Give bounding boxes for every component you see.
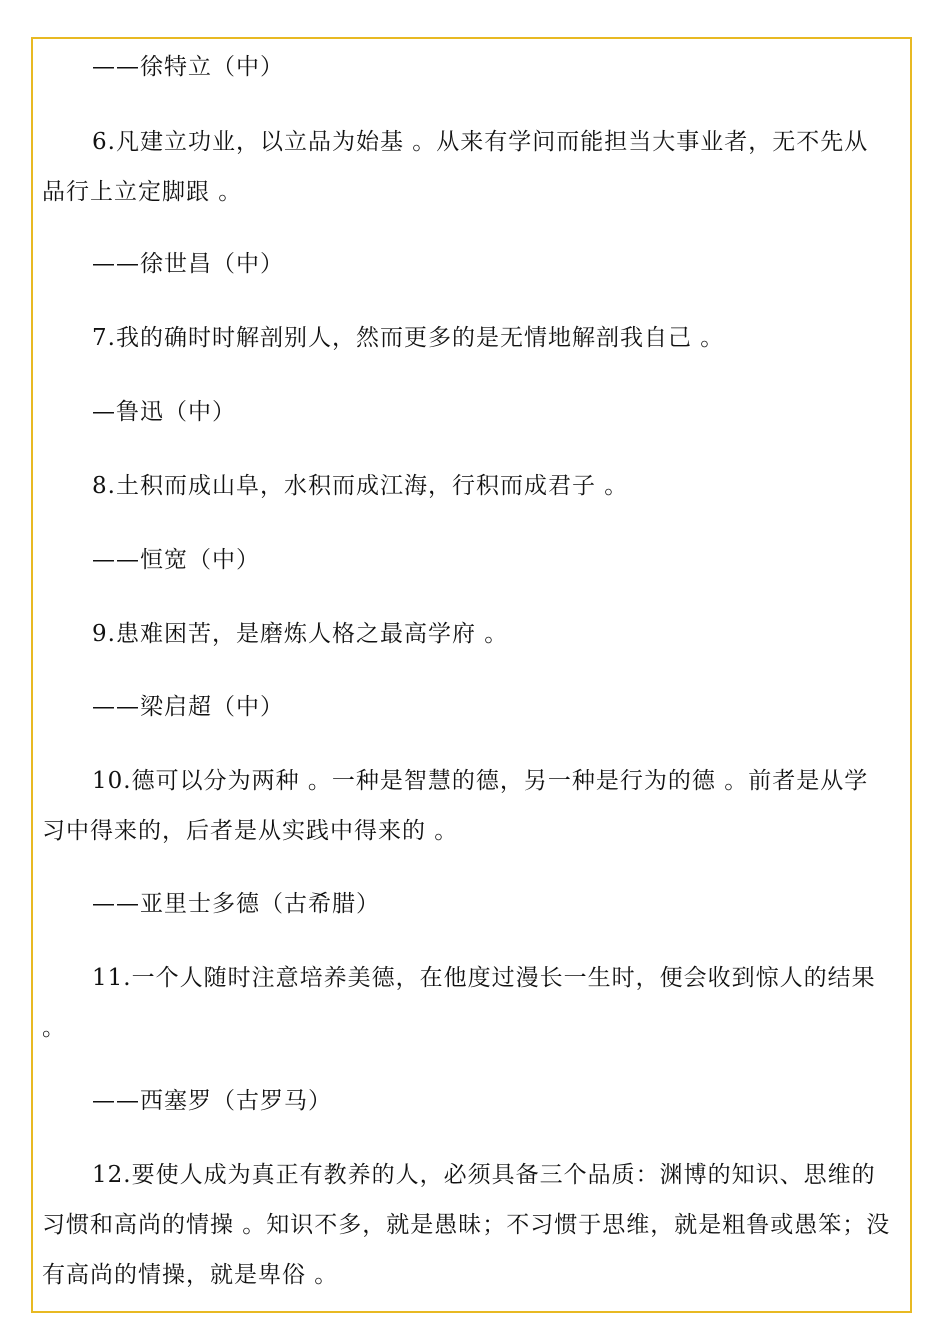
quote-7-line-1: 7.我的确时时解剖别人，然而更多的是无情地解剖我自己 。 — [92, 325, 725, 351]
attribution-xu-teli: ——徐特立（中） — [92, 54, 284, 80]
attribution-xu-shichang: ——徐世昌（中） — [92, 251, 284, 277]
quote-11-line-1: 11.一个人随时注意培养美德，在他度过漫长一生时，便会收到惊人的结果 — [92, 965, 876, 991]
quote-12-line-2: 习惯和高尚的情操 。知识不多，就是愚昧；不习惯于思维，就是粗鲁或愚笨；没 — [42, 1212, 891, 1238]
quote-10-line-1: 10.德可以分为两种 。一种是智慧的德，另一种是行为的德 。前者是从学 — [92, 768, 869, 794]
quote-9-line-1: 9.患难困苦，是磨炼人格之最高学府 。 — [92, 621, 509, 647]
attribution-heng-kuan: ——恒宽（中） — [92, 547, 260, 573]
page-border — [31, 37, 912, 1313]
quote-12-line-1: 12.要使人成为真正有教养的人，必须具备三个品质：渊博的知识、思维的 — [92, 1162, 876, 1188]
quote-6-line-1: 6.凡建立功业，以立品为始基 。从来有学问而能担当大事业者，无不先从 — [92, 129, 869, 155]
attribution-cicero: ——西塞罗（古罗马） — [92, 1088, 332, 1114]
quote-6-line-2: 品行上立定脚跟 。 — [42, 179, 243, 205]
attribution-aristotle: ——亚里士多德（古希腊） — [92, 891, 380, 917]
quote-8-line-1: 8.土积而成山阜，水积而成江海，行积而成君子 。 — [92, 473, 629, 499]
attribution-liang-qichao: ——梁启超（中） — [92, 694, 284, 720]
quote-11-line-2: 。 — [42, 1015, 66, 1041]
quote-10-line-2: 习中得来的，后者是从实践中得来的 。 — [42, 818, 459, 844]
quote-12-line-3: 有高尚的情操，就是卑俗 。 — [42, 1262, 339, 1288]
attribution-lu-xun: —鲁迅（中） — [92, 399, 236, 425]
